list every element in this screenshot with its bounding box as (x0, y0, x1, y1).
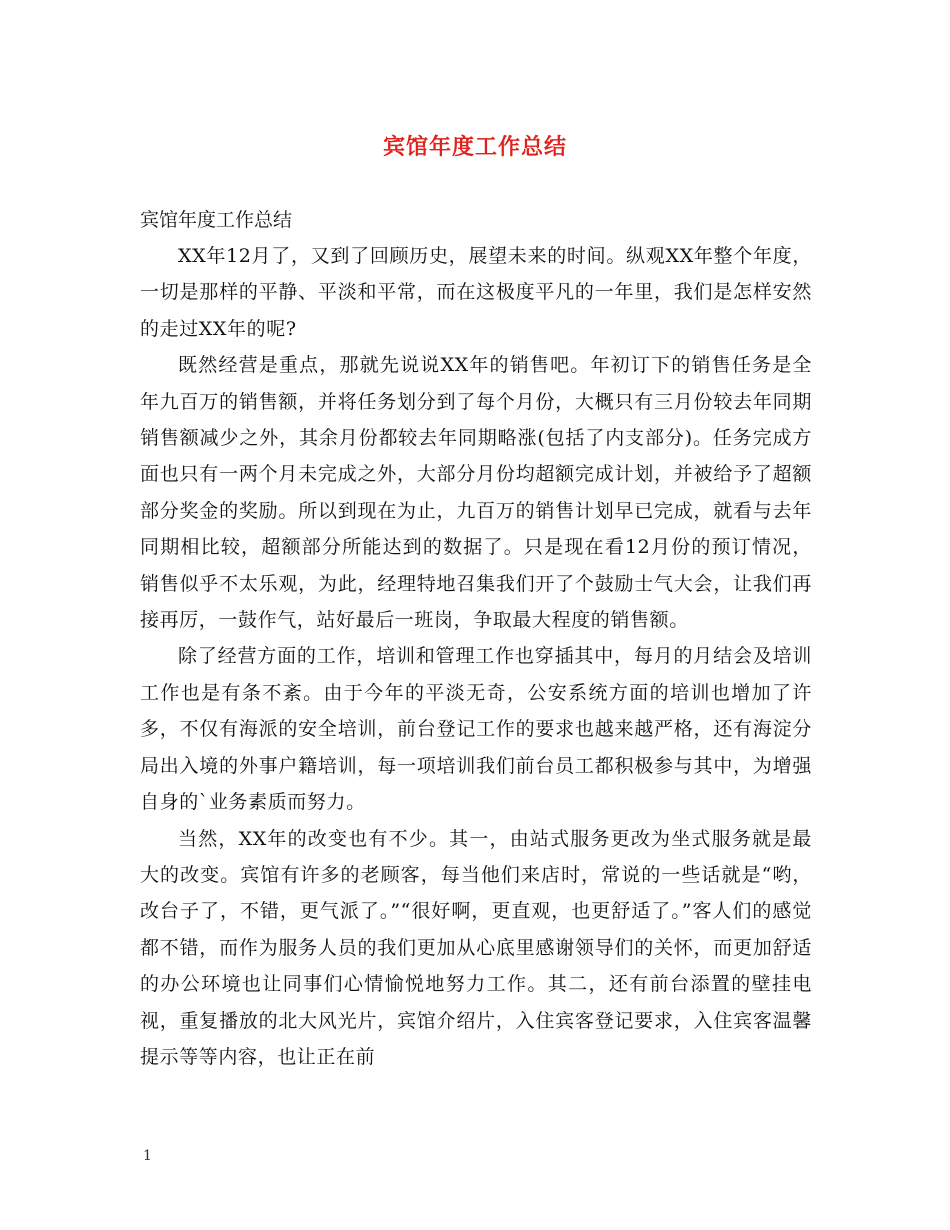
page-number: 1 (143, 1148, 152, 1164)
document-subtitle: 宾馆年度工作总结 (140, 209, 293, 231)
paragraph: 当然，XX年的改变也有不少。其一，由站式服务更改为坐式服务就是最大的改变。宾馆有许多的老顾客，每当他们来店时，常说的一些话就是“哟，改台子了，不错，更气派了。”“很好啊，更直观，也更舒适了。”客人们的感觉都不错，而作为服务人员的我们更加从心底里感谢领导们的关怀，而更加舒适的办公环境也让同事们心情愉悦地努力工作。其二，还有前台添置的壁挂电视，重复播放的北大风光片，宾馆介绍片，入住宾客登记要求，入住宾客温馨提示等等内容，也让正在前 (140, 827, 812, 1068)
paragraph: 除了经营方面的工作，培训和管理工作也穿插其中，每月的月结会及培训工作也是有条不紊。由于今年的平淡无奇，公安系统方面的培训也增加了许多，不仅有海派的安全培训，前台登记工作的要求也越来越严格，还有海淀分局出入境的外事户籍培训，每一项培训我们前台员工都积极参与其中，为增强自身的`业务素质而努力。 (140, 645, 812, 814)
paragraph: 既然经营是重点，那就先说说XX年的销售吧。年初订下的销售任务是全年九百万的销售额，并将任务划分到了每个月份，大概只有三月份较去年同期销售额减少之外，其余月份都较去年同期略涨(包括了内支部分)。任务完成方面也只有一两个月未完成之外，大部分月份均超额完成计划，并被给予了超额部分奖金的奖励。所以到现在为止，九百万的销售计划早已完成，就看与去年同期相比较，超额部分所能达到的数据了。只是现在看12月份的预订情况，销售似乎不太乐观，为此，经理特地召集我们开了个鼓励士气大会，让我们再接再厉，一鼓作气，站好最后一班岗，争取最大程度的销售额。 (140, 354, 812, 632)
document-title: 宾馆年度工作总结 (382, 134, 567, 160)
document-body (140, 202, 812, 1075)
paragraph: XX年12月了，又到了回顾历史，展望未来的时间。纵观XX年整个年度，一切是那样的平静、平淡和平常，而在这极度平凡的一年里，我们是怎样安然的走过XX年的呢? (140, 245, 812, 340)
